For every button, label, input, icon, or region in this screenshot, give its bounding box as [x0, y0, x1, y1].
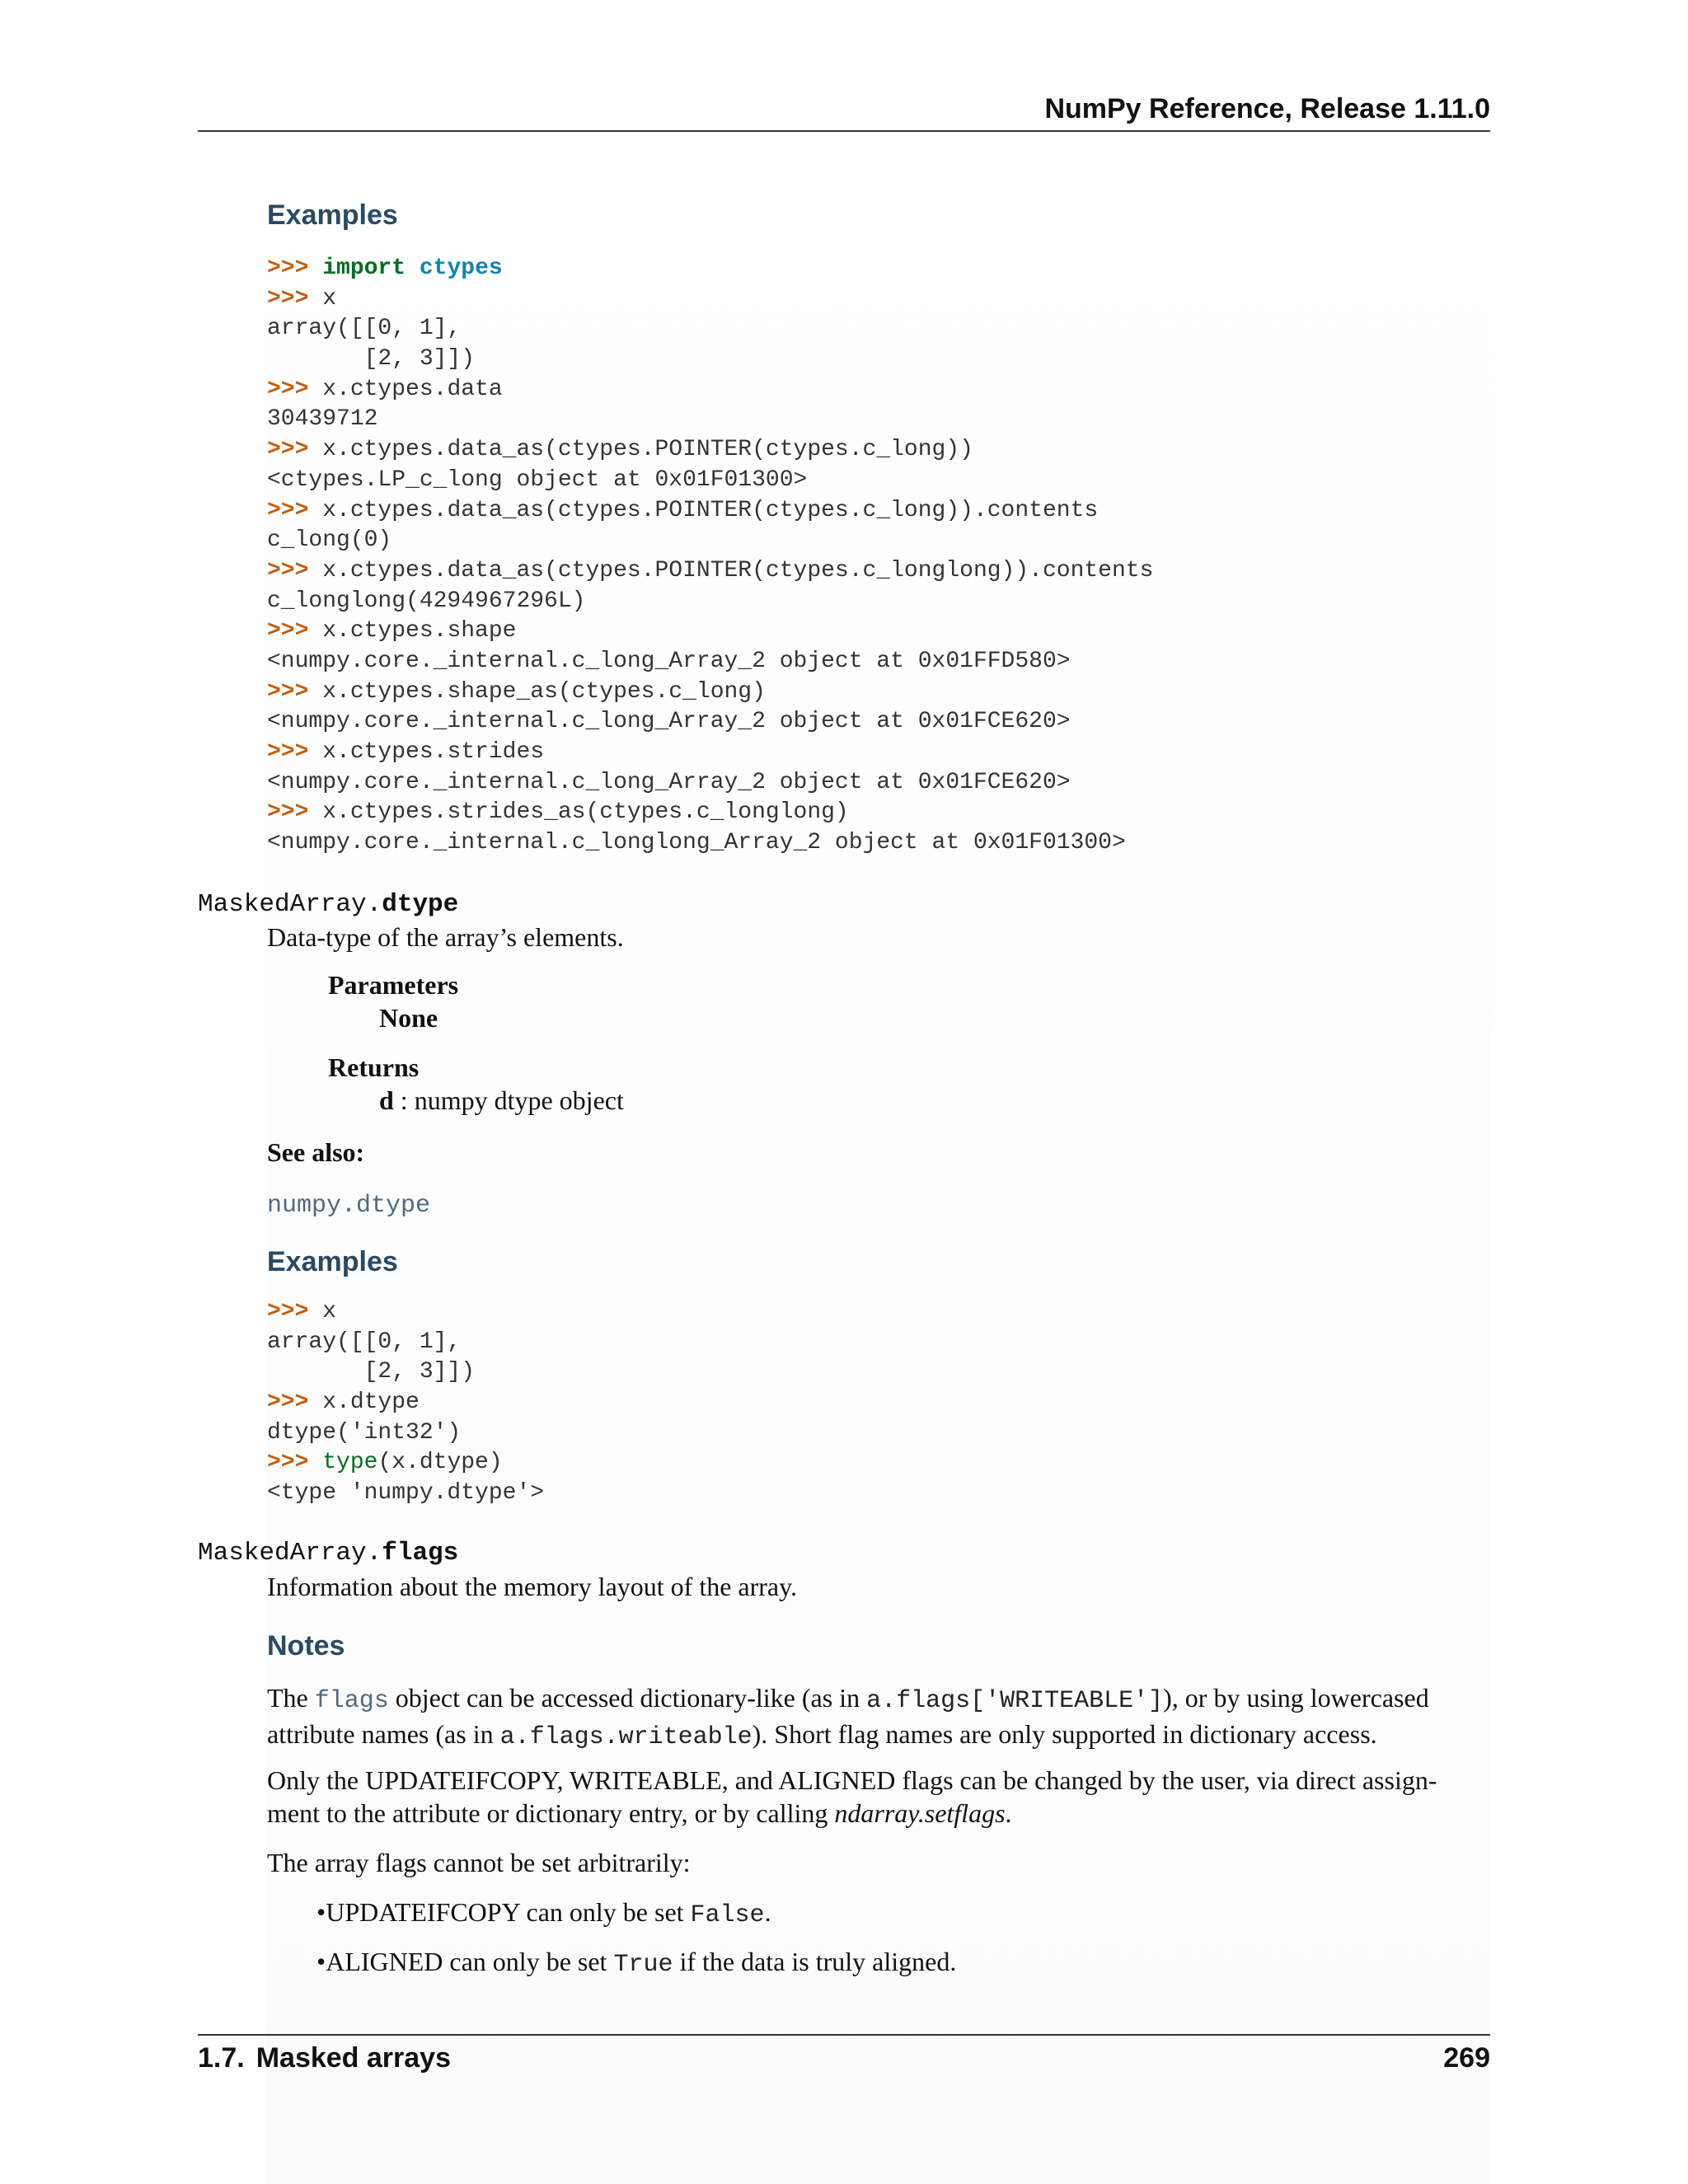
code-output-line — [267, 1328, 544, 1358]
code-output-line — [267, 828, 1153, 859]
flags-description: Information about the memory layout of the array. — [267, 1572, 798, 1601]
code-prompt: >>> — [267, 376, 323, 402]
code-prompt: >>> — [267, 285, 323, 312]
code-input-line — [267, 375, 1153, 405]
footer-rule — [198, 2034, 1490, 2036]
dtype-signature — [198, 890, 458, 919]
inline-code: False — [690, 1901, 765, 1929]
returns-name: d — [379, 1085, 394, 1115]
code-output-line — [267, 344, 1153, 375]
see-also-entry — [267, 1186, 430, 1222]
footer-section — [198, 2042, 451, 2074]
code-prompt: >>> — [267, 799, 323, 826]
code-input-line — [267, 1297, 544, 1328]
text-run: •UPDATEIFCOPY can only be set — [316, 1897, 691, 1927]
running-header: NumPy Reference, Release 1.11.0 — [1044, 93, 1490, 124]
code-output: <ctypes.LP_c_long object at 0x01F01300> — [267, 466, 808, 493]
code-prompt: >>> — [267, 497, 323, 523]
code-output: <numpy.core._internal.c_longlong_Array_2 object at 0x01F01300> — [267, 830, 1126, 856]
notes-paragraph-3: The array flags cannot be set arbitrarily: — [267, 1848, 691, 1877]
code-prompt: >>> — [267, 618, 323, 644]
bullet-item — [316, 1896, 771, 1932]
signature-class-prefix: MaskedArray. — [198, 890, 382, 919]
code-output: 30439712 — [267, 406, 378, 433]
header-rule — [198, 130, 1490, 132]
code-output-line — [267, 647, 1153, 677]
code-text: x.ctypes.data_as(ctypes.POINTER(ctypes.c_long)) — [322, 437, 973, 463]
code-prompt: >>> — [267, 1450, 323, 1476]
code-output: <numpy.core._internal.c_long_Array_2 object at 0x01FFD580> — [267, 648, 1071, 674]
signature-member: flags — [382, 1539, 459, 1568]
code-output: c_long(0) — [267, 527, 392, 554]
text-run: •ALIGNED can only be set — [316, 1947, 614, 1976]
code-input-line — [267, 1388, 544, 1418]
code-output: <numpy.core._internal.c_long_Array_2 object at 0x01FCE620> — [267, 709, 1071, 735]
code-output-line — [267, 526, 1153, 556]
dtype-code-block — [267, 1297, 544, 1509]
code-text: x — [322, 285, 337, 312]
text-run: The — [267, 1683, 315, 1713]
code-text: x.ctypes.strides — [322, 739, 545, 765]
returns-label: Returns — [328, 1052, 420, 1082]
numpy-dtype-link[interactable]: numpy.dtype — [267, 1192, 431, 1220]
code-prompt: >>> — [267, 255, 323, 281]
code-text: x.ctypes.data_as(ctypes.POINTER(ctypes.c_longlong)).contents — [322, 557, 1154, 583]
code-output-line — [267, 1479, 544, 1509]
notes-paragraph-2 — [267, 1764, 1490, 1830]
parameters-value: None — [379, 1003, 438, 1033]
text-run: object can be accessed dictionary-like (as in — [388, 1683, 867, 1713]
signature-class-prefix: MaskedArray. — [198, 1539, 382, 1568]
code-text: x.ctypes.strides_as(ctypes.c_longlong) — [322, 799, 849, 826]
flags-signature — [198, 1539, 458, 1568]
code-output: [2, 3]]) — [267, 346, 476, 373]
parameters-label: Parameters — [328, 970, 459, 1000]
code-output-line — [267, 405, 1153, 435]
code-output-line — [267, 466, 1153, 496]
text-run: . — [764, 1897, 771, 1927]
code-input-line — [267, 1448, 544, 1479]
code-input-line — [267, 616, 1153, 647]
code-prompt: >>> — [267, 678, 323, 705]
notes-paragraph-1 — [267, 1681, 1490, 1754]
code-keyword: import — [322, 255, 406, 281]
flags-link[interactable]: flags — [314, 1687, 389, 1715]
code-builtin: type — [322, 1450, 378, 1476]
text-run: . — [1005, 1798, 1012, 1828]
returns-separator: : — [393, 1085, 415, 1115]
page-number: 269 — [1443, 2042, 1490, 2074]
code-input-line — [267, 677, 1153, 708]
code-output-line — [267, 314, 1153, 344]
text-line: Only the UPDATEIFCOPY, WRITEABLE, and ALIGNED flags can be changed by the user, via direct assign- — [267, 1765, 1437, 1795]
text-run: ment to the attribute or dictionary entry, or by calling — [267, 1798, 835, 1828]
code-prompt: >>> — [267, 1299, 323, 1324]
inline-code: True — [613, 1951, 673, 1979]
text-run: ), or by using lowercased — [1163, 1683, 1429, 1713]
see-also-label: See also: — [267, 1137, 365, 1167]
code-output: dtype('int32') — [267, 1419, 462, 1446]
code-output: <numpy.core._internal.c_long_Array_2 object at 0x01FCE620> — [267, 769, 1071, 795]
setflags-reference[interactable]: ndarray.setflags — [834, 1798, 1006, 1828]
ctypes-code-block — [267, 254, 1153, 859]
code-input-line — [267, 496, 1153, 527]
code-input-line — [267, 798, 1153, 828]
code-text: x.ctypes.shape_as(ctypes.c_long) — [322, 678, 766, 705]
code-prompt: >>> — [267, 557, 323, 583]
inline-code: a.flags.writeable — [499, 1723, 753, 1751]
code-output-line — [267, 1418, 544, 1449]
code-output: <type 'numpy.dtype'> — [267, 1480, 545, 1507]
code-output-line — [267, 768, 1153, 799]
code-text: x.ctypes.data_as(ctypes.POINTER(ctypes.c_long)).contents — [322, 497, 1099, 523]
code-input-line — [267, 284, 1153, 315]
code-text: x.ctypes.shape — [322, 618, 517, 644]
code-output-line — [267, 587, 1153, 617]
code-space — [406, 255, 420, 281]
code-input-line — [267, 254, 1153, 284]
code-module: ctypes — [419, 255, 503, 281]
code-input-line — [267, 738, 1153, 768]
code-prompt: >>> — [267, 1390, 323, 1416]
code-text: x — [322, 1299, 337, 1324]
returns-value — [379, 1085, 624, 1116]
text-run: if the data is truly aligned. — [673, 1947, 957, 1976]
code-text: x.dtype — [322, 1390, 420, 1416]
code-text: x.ctypes.data — [322, 376, 503, 402]
code-output: array([[0, 1], — [267, 316, 462, 342]
code-output-line — [267, 1357, 544, 1388]
code-output: [2, 3]]) — [267, 1359, 476, 1385]
examples-heading: Examples — [267, 199, 398, 231]
dtype-description: Data-type of the array’s elements. — [267, 922, 624, 952]
code-input-line — [267, 556, 1153, 587]
footer-section-title: Masked arrays — [256, 2042, 451, 2074]
code-output-line — [267, 707, 1153, 738]
text-run: attribute names (as in — [267, 1719, 500, 1749]
code-output: c_longlong(4294967296L) — [267, 588, 586, 614]
bullet-item — [316, 1945, 956, 1981]
code-prompt: >>> — [267, 739, 323, 765]
code-prompt: >>> — [267, 437, 323, 463]
footer-section-number: 1.7. — [198, 2042, 245, 2074]
text-run: ). Short flag names are only supported in dictionary access. — [752, 1719, 1377, 1749]
code-text: (x.dtype) — [377, 1450, 503, 1476]
returns-description: numpy dtype object — [414, 1085, 624, 1115]
dtype-examples-heading: Examples — [267, 1246, 398, 1277]
signature-member: dtype — [382, 890, 459, 919]
inline-code: a.flags['WRITEABLE'] — [866, 1687, 1164, 1715]
code-input-line — [267, 435, 1153, 466]
code-output: array([[0, 1], — [267, 1329, 462, 1355]
notes-heading: Notes — [267, 1630, 345, 1661]
